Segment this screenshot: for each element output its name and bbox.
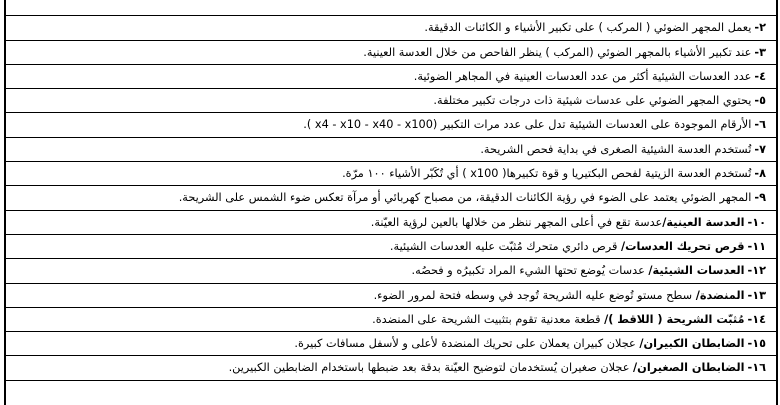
row-number: ١٠- xyxy=(747,215,766,229)
row-number: ٨- xyxy=(754,167,766,181)
row-number: ٤- xyxy=(754,69,766,83)
table-row xyxy=(6,259,776,283)
table-row xyxy=(6,89,776,113)
row-text: قطعة معدنية تقوم بتثبيت الشريحة على المنضدة. xyxy=(372,312,605,326)
row-term: المنضدة/ xyxy=(695,288,745,302)
row-number: ١٦- xyxy=(747,361,766,375)
table-row xyxy=(6,308,776,332)
row-number: ١١- xyxy=(747,239,766,253)
row-number: ٣- xyxy=(754,45,766,59)
statements-table xyxy=(4,0,778,405)
row-number: ٦- xyxy=(754,118,766,132)
row-text: تُستخدم العدسة الشيئية الصغرى في بداية فحص الشريحة. xyxy=(480,142,752,156)
row-number: ٧- xyxy=(754,142,766,156)
row-term: الضابطان الصغيران/ xyxy=(633,361,745,375)
table-row xyxy=(6,16,776,40)
table-row xyxy=(6,138,776,162)
row-term: قرص تحريك العدسات/ xyxy=(620,239,745,253)
row-text: عجلان كبيران يعملان على تحريك المنضدة لأعلى و لأسفل مسافات كبيرة. xyxy=(294,337,640,351)
row-term: العدسات الشيئية/ xyxy=(648,264,745,278)
table-row xyxy=(6,381,776,405)
table-row xyxy=(6,332,776,356)
row-text: الأرقام الموجودة على العدسات الشيئية تدل على عدد مرات التكبير (x4 - x10 - x40 - x100 ). xyxy=(303,118,752,132)
row-text: عدسات يُوضع تحتها الشيء المراد تكبيرُه و فحصُه. xyxy=(411,264,649,278)
table-row xyxy=(6,162,776,186)
row-number: ٩- xyxy=(754,191,766,205)
table-row xyxy=(6,0,776,16)
row-term: العدسة العينية/ xyxy=(662,215,745,229)
row-text: تُستخدم العدسة الزيتية لفحص البكتيريا و قوة تكبيرها( x100 ) أي تُكَبّر الأشياء ١٠٠ مرّة. xyxy=(342,167,752,181)
row-number: ٥- xyxy=(754,94,766,108)
row-term: مُثبّت الشريحة ( اللاقط )/ xyxy=(604,312,745,326)
table-row xyxy=(6,113,776,137)
table-row xyxy=(6,41,776,65)
row-number: ٢- xyxy=(754,21,766,35)
row-number: ١٥- xyxy=(747,337,766,351)
row-text: يحتوي المجهر الضوئي على عدسات شيئية ذات درجات تكبير مختلفة. xyxy=(433,94,752,108)
table-row xyxy=(6,186,776,210)
row-text: المجهر الضوئي يعتمد على الضوء في رؤية الكائنات الدقيقة، من مصباح كهربائي أو مرآة تعكس ضوء الشمس على الشريحة. xyxy=(178,191,752,205)
table-row xyxy=(6,356,776,380)
row-text: عدسة تقع في أعلى المجهر ننظر من خلالها بالعين لرؤية العيّنة. xyxy=(370,215,663,229)
table-row xyxy=(6,284,776,308)
row-text: عدد العدسات الشيئية أكثر من عدد العدسات العينية في المجاهر الضوئية. xyxy=(413,69,752,83)
table-row xyxy=(6,235,776,259)
row-number: ١٢- xyxy=(747,264,766,278)
row-text: قرص دائري متحرك مُثبّت عليه العدسات الشيئية. xyxy=(389,239,621,253)
row-number: ١٣- xyxy=(747,288,766,302)
row-text: عند تكبير الأشياء بالمجهر الضوئي (المركب ) ينظر الفاحص من خلال العدسة العينية. xyxy=(363,45,752,59)
row-text: سطح مستو تُوضع عليه الشريحة تُوجد في وسطه فتحة لمرور الضوء. xyxy=(373,288,696,302)
row-term: الضابطان الكبيران/ xyxy=(639,337,745,351)
row-number: ١٤- xyxy=(747,312,766,326)
table-row xyxy=(6,65,776,89)
table-row xyxy=(6,211,776,235)
row-text: عجلان صغيران يُستخدمان لتوضيح العيّنة بدقة بعد ضبطها باستخدام الضابطين الكبيرين. xyxy=(228,361,634,375)
row-text: يعمل المجهر الضوئي ( المركب ) على تكبير الأشياء و الكائنات الدقيقة. xyxy=(424,21,752,35)
